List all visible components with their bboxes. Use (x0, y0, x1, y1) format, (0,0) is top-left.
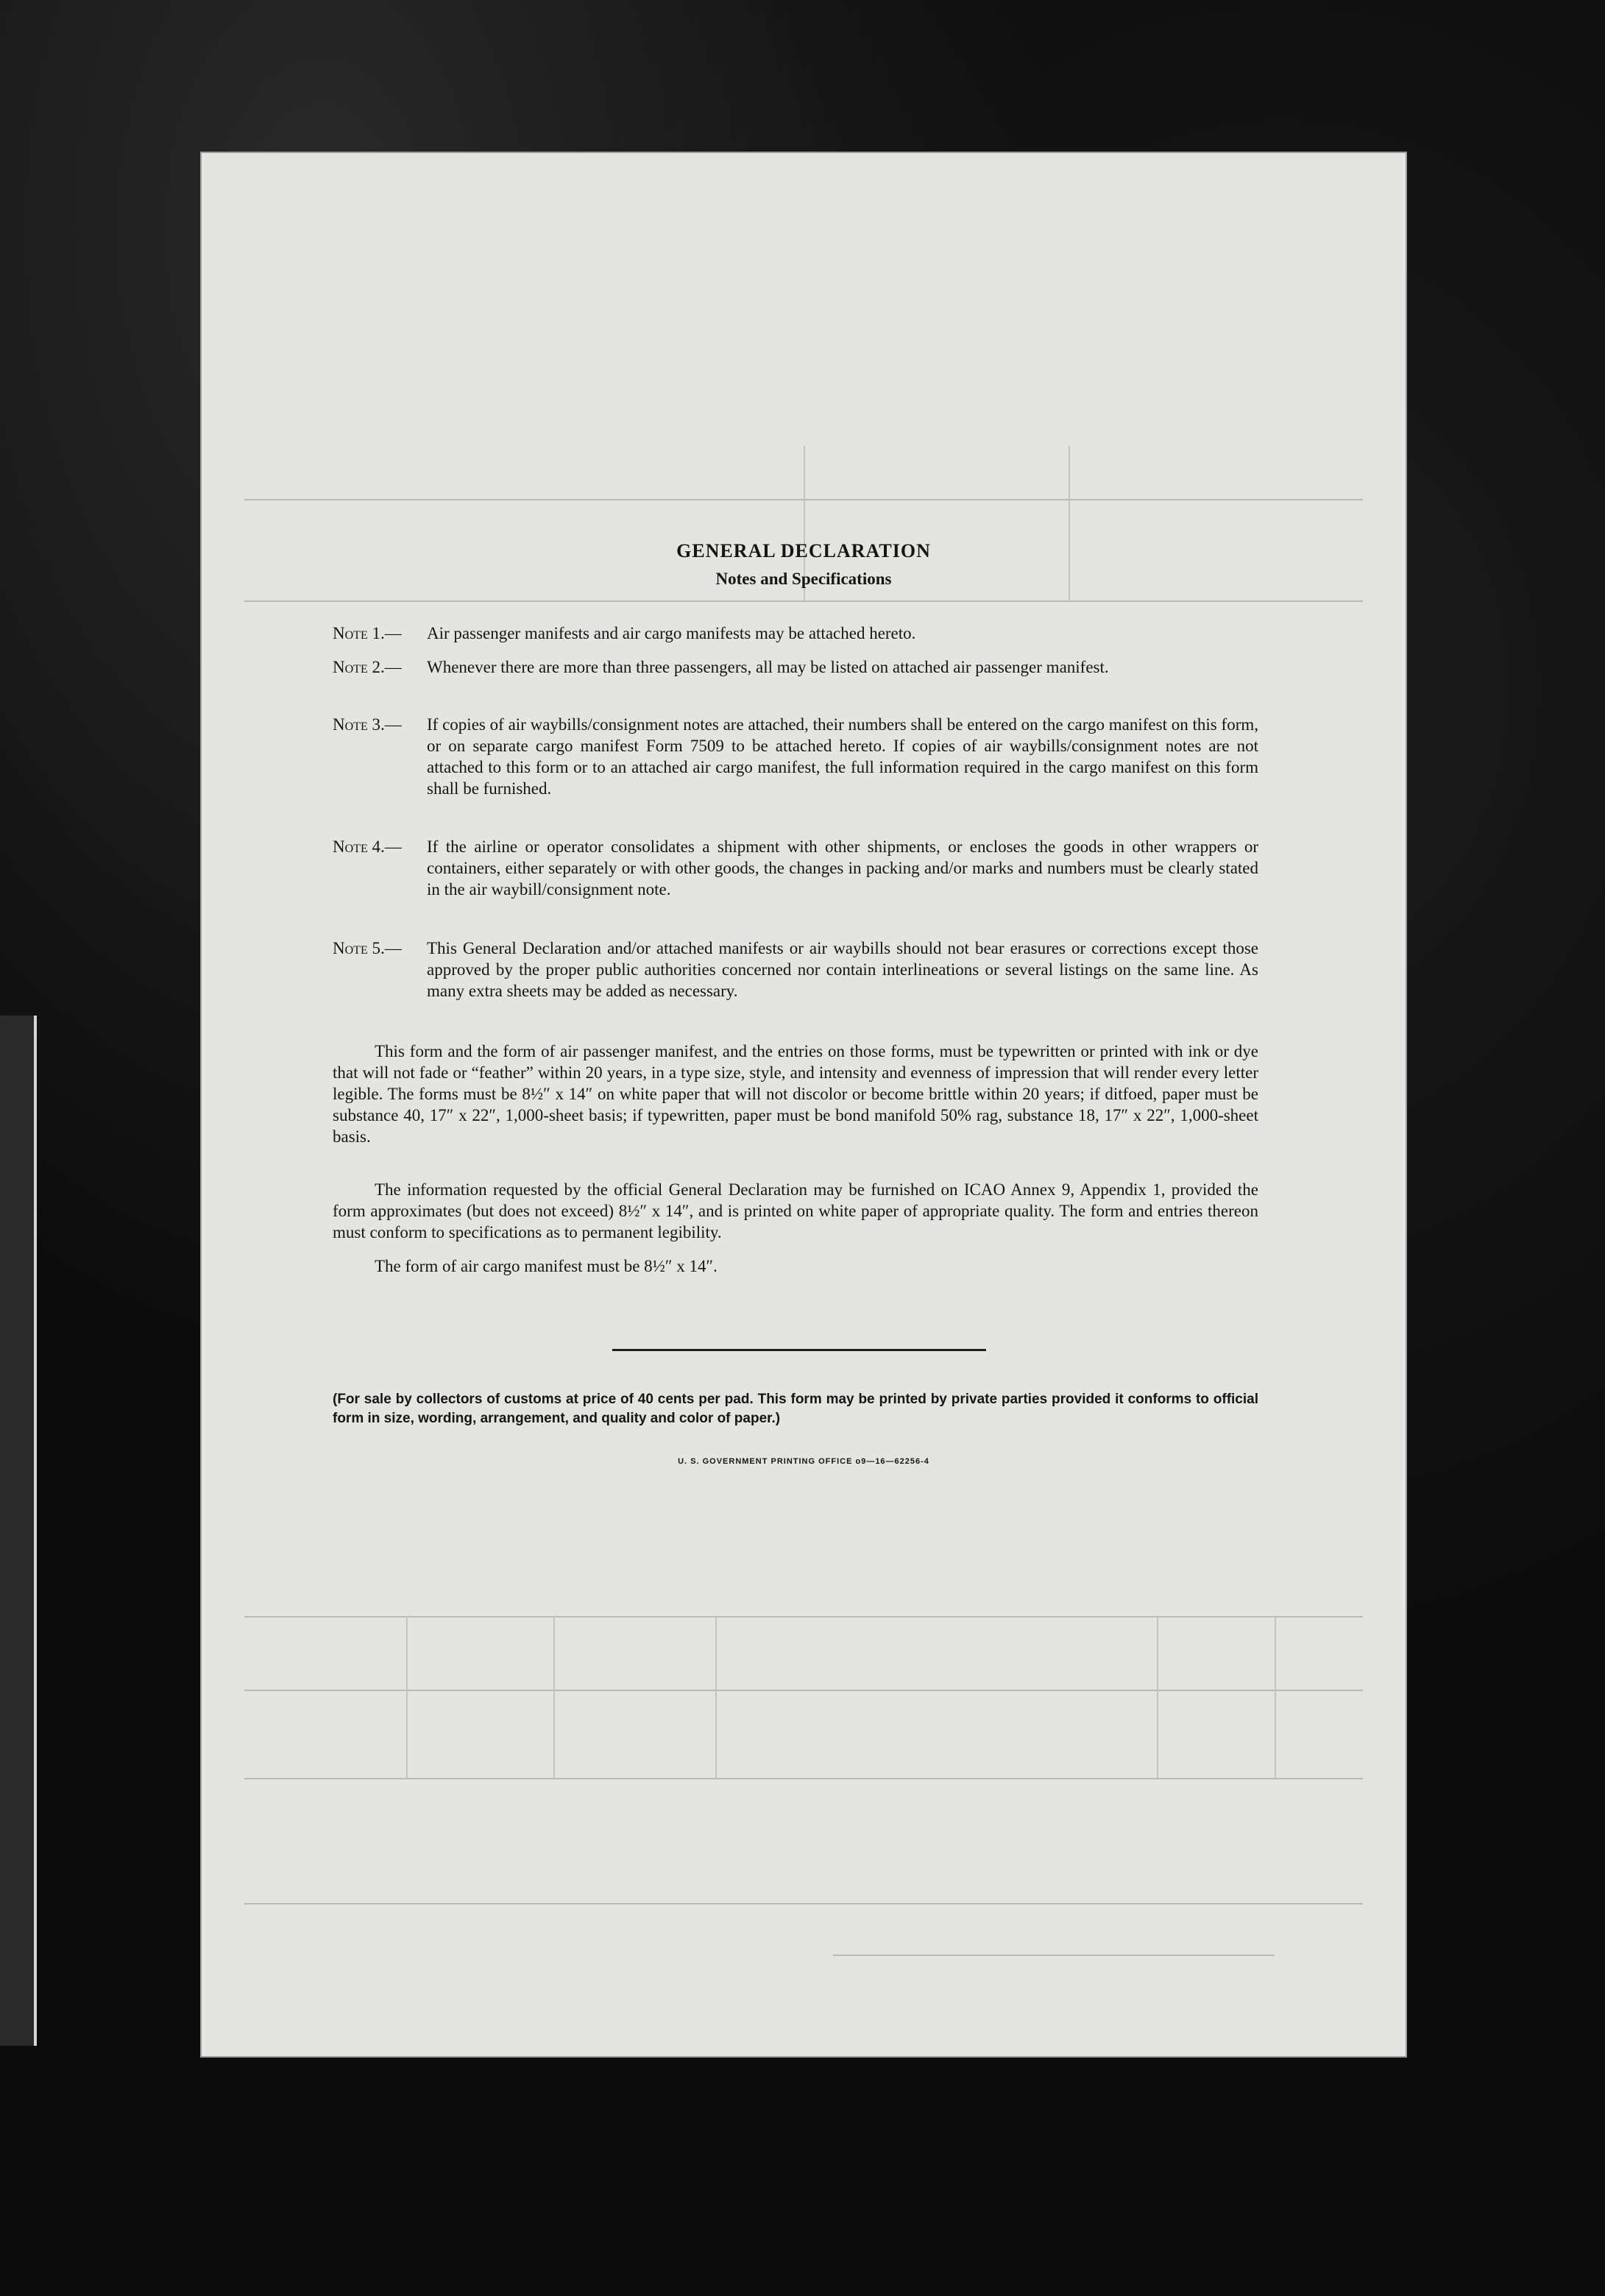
note-text: If copies of air waybills/consignment notes are attached, their numbers shall be entered on the cargo manifest on this form, or on separate cargo manifest Form 7509 to be attached hereto. If copies of air waybills/consignment notes are not attached to this form or to an attached air cargo manifest, the full information required in the cargo manifest on this form shall be furnished. (427, 715, 1258, 798)
note-label: Note 4.— (333, 837, 402, 856)
adjacent-sheet-edge (0, 1016, 37, 2046)
paragraph-cargo-manifest-size: The form of air cargo manifest must be 8½″ x 14″. (375, 1257, 718, 1275)
note-label: Note 3.— (333, 715, 402, 734)
paragraph-form-requirements: This form and the form of air passenger manifest, and the entries on those forms, must be typewritten or printed with ink or dye that will not fade or “feather” within 20 years, in a type size, style, and intensity and evenness of impression that will render every letter legible. The forms must be 8½″ x 14″ on white paper that will not discolor or become brittle within 20 years; if ditfoed, paper must be substance 40, 17″ x 22″, 1,000-sheet basis; if typewritten, paper must be bond manifold 50% rag, substance 18, 17″ x 22″, 1,000-sheet basis. (333, 1042, 1258, 1146)
note-text: This General Declaration and/or attached manifests or air waybills should not bear erasures or corrections except those approved by the proper public authorities concerned nor contain interlineations or several listings on the same line. As many extra sheets may be added as necessary. (427, 939, 1258, 1000)
sale-notice: (For sale by collectors of customs at price of 40 cents per pad. This form may be printed by private parties provided it conforms to official form in size, wording, arrangement, and quality and color of paper.) (333, 1392, 1258, 1426)
declaration-notes-content (200, 152, 1407, 2058)
note-1 (333, 623, 1258, 644)
document-page (200, 152, 1407, 2058)
page-subtitle: Notes and Specifications (715, 570, 892, 588)
note-label: Note 2.— (333, 658, 402, 676)
paragraph-icao: The information requested by the official General Declaration may be furnished on ICAO Annex 9, Appendix 1, provided the form approximates (but does not exceed) 8½″ x 14″, and is printed on white paper of appropriate quality. The form and entries thereon must conform to specifications as to permanent legibility. (333, 1180, 1258, 1241)
note-4 (333, 836, 1258, 900)
note-text: If the airline or operator consolidates a shipment with other shipments, or encloses the goods in other wrappers or containers, either separately or with other goods, the changes in packing and/or marks and numbers must be clearly stated in the air waybill/consignment note. (427, 837, 1258, 899)
note-2 (333, 656, 1258, 678)
note-label: Note 5.— (333, 939, 402, 957)
note-3 (333, 714, 1258, 799)
horizontal-rule (612, 1349, 986, 1351)
page-title: GENERAL DECLARATION (676, 540, 931, 561)
note-text: Air passenger manifests and air cargo manifests may be attached hereto. (427, 624, 916, 642)
printing-office-line: U. S. GOVERNMENT PRINTING OFFICE o9—16—62256-4 (678, 1457, 929, 1466)
note-text: Whenever there are more than three passengers, all may be listed on attached air passenger manifest. (427, 658, 1109, 676)
note-label: Note 1.— (333, 624, 402, 642)
note-5 (333, 938, 1258, 1002)
